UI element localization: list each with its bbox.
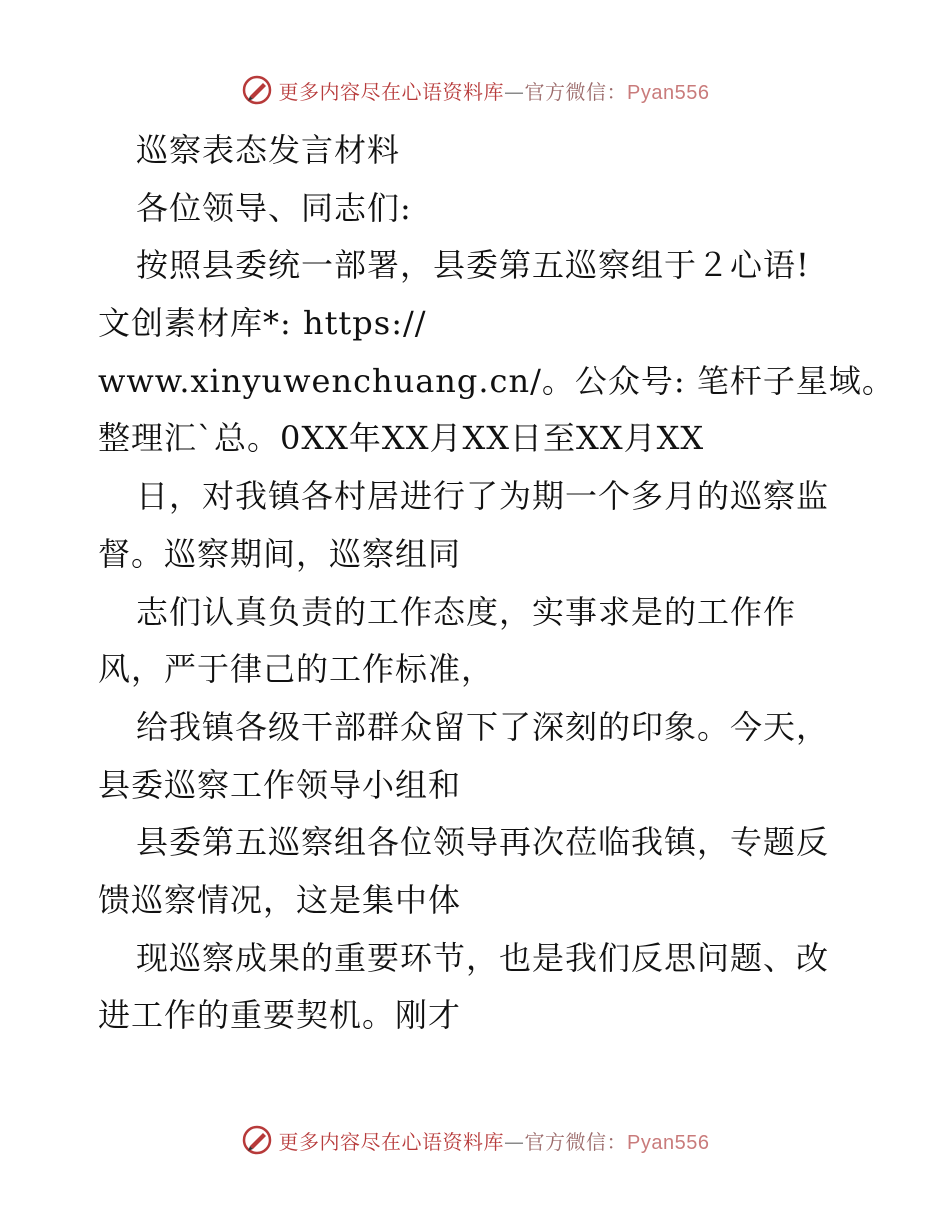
- footer-banner-dash: —: [504, 1129, 525, 1154]
- header-banner-title: 更多内容尽在心语资料库: [278, 79, 505, 104]
- paragraph-line: 按照县委统一部署，县委第五巡察组于２心语!: [136, 246, 810, 285]
- paragraph-line: 志们认真负责的工作态度，实事求是的工作作: [136, 592, 797, 631]
- footer-banner-title: 更多内容尽在心语资料库: [278, 1129, 505, 1154]
- footer-banner: [0, 1120, 950, 1160]
- brand-logo-icon: [241, 1124, 273, 1156]
- header-wechat-label: 官方微信：: [524, 79, 628, 104]
- salutation: 各位领导、同志们:: [136, 188, 412, 227]
- paragraph-line: 县委巡察工作领导小组和: [98, 765, 462, 804]
- footer-wechat-label: 官方微信：: [524, 1129, 628, 1154]
- header-wechat-account: Pyan556: [627, 81, 710, 104]
- document-body: [98, 122, 895, 1045]
- paragraph-line: 进工作的重要契机。刚才: [98, 996, 462, 1035]
- paragraph-line: 现巡察成果的重要环节，也是我们反思问题、改: [136, 938, 830, 977]
- document-title: 巡察表态发言材料: [136, 131, 401, 169]
- paragraph-line: 馈巡察情况，这是集中体: [98, 880, 462, 919]
- paragraph-line: 文创素材库*: https://: [98, 304, 427, 343]
- paragraph-line: 给我镇各级干部群众留下了深刻的印象。今天，: [136, 707, 830, 746]
- footer-banner-text: [279, 1126, 710, 1155]
- header-banner-text: [279, 76, 710, 105]
- paragraph-line: 县委第五巡察组各位领导再次莅临我镇，专题反: [136, 823, 830, 862]
- paragraph-line: 督。巡察期间，巡察组同: [98, 534, 462, 573]
- paragraph-line: 日，对我镇各村居进行了为期一个多月的巡察监: [136, 477, 830, 516]
- paragraph-line: 整理汇`总。0XX年XX月XX日至XX月XX: [98, 419, 705, 458]
- header-banner: [0, 70, 950, 110]
- paragraph-line: www.xinyuwenchuang.cn/。公众号: 笔杆子星域。: [98, 361, 895, 400]
- header-banner-dash: —: [504, 79, 525, 104]
- brand-logo-icon: [241, 74, 273, 106]
- footer-wechat-account: Pyan556: [627, 1131, 710, 1154]
- paragraph-line: 风，严于律己的工作标准，: [98, 650, 495, 689]
